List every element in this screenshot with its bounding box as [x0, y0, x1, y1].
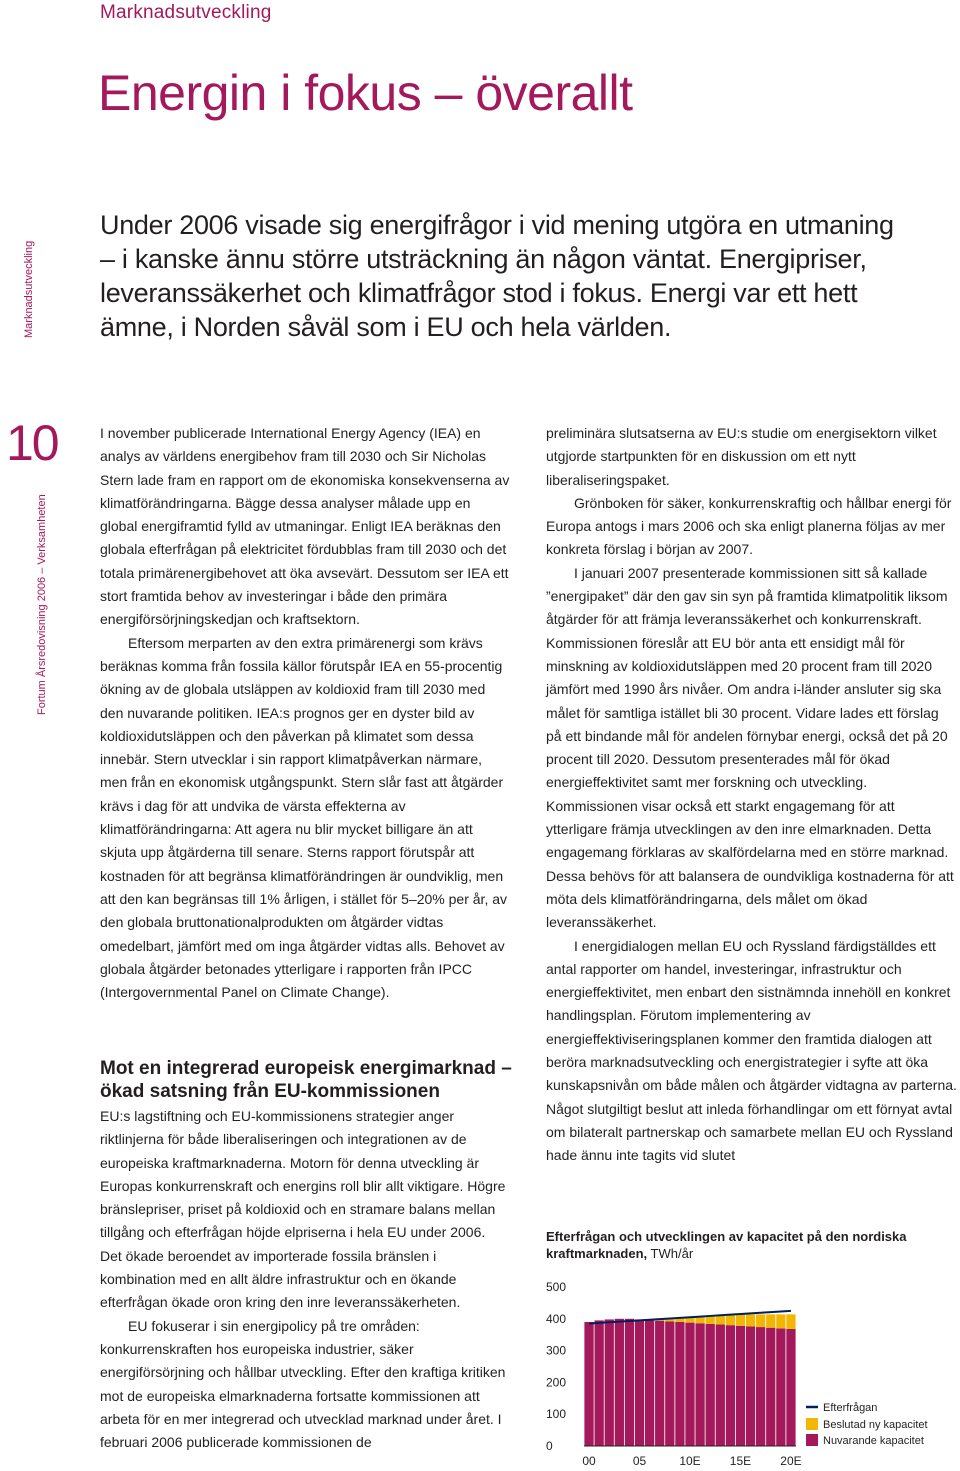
body-paragraph: I energidialogen mellan EU och Ryssland färdigställdes ett antal rapporter om handel, investeringar, infrastruktur och energieffektivitet, men enbart den sistnämnda innehöll en konkret handlingsplan. Förutom implementering av energieffektiviseringsplanen kommer den framtida dialogen att beröra marknadsutveckling och energistrategier i syfte att öka kunskapsnivån om både målen och åtgärder vidtagna av parterna. Något slutgiltigt beslut att inleda förhandlingar om ett förnyat avtal om bilateralt partnerskap och samarbete mellan EU och Ryssland hade ännu inte tagits vid slutet — [546, 937, 957, 1164]
body-paragraph: I januari 2007 presenterade kommissionen sitt så kallade ”energipaket” där den gav sin syn på framtida klimatpolitik liksom åtgärder för att främja leveranssäkerhet och konkurrenskraft. Kommissionen föreslår att EU bör anta ett ensidigt mål för minskning av koldioxidutsläppen med 20 procent fram till 2020 jämfört med 1990 års nivåer. Om andra i-länder ansluter sig ska målet för samtliga istället bli 30 procent. Vidare lades ett förslag på ett bindande mål för andelen förnybar energi, också det på 20 procent till 2020. Dessutom presenterades mål för ökad energieffektivitet samt mer forskning och utveckling. Kommissionen visar också ett starkt engagemang för att ytterligare främja utvecklingen av den inre elmarknaden. Detta engagemang förklaras av skalfördelarna med en större marknad. Dessa behövs för att balansera de oundvikliga kostnaderna för att möta dels klimatförändringarna, dels målet om ökad leveranssäkerhet. — [546, 564, 954, 931]
bar-decided-capacity — [766, 1314, 775, 1327]
intro-paragraph: Under 2006 visade sig energifrågor i vid mening utgöra en utmaning – i kanske ännu större utsträckning än någon väntat. Energipriser, leveranssäkerhet och klimatfrågor stod i fokus. Energi var ett hett ämne, i Norden såväl som i EU och hela världen. — [100, 210, 894, 342]
bar-decided-capacity — [706, 1316, 715, 1324]
bar-decided-capacity — [746, 1314, 755, 1326]
body-paragraph: Grönboken för säker, konkurrenskraftig och hållbar energi för Europa antogs i mars 2006 och ska enligt planerna följas av mer konkreta förslag i början av 2007. — [546, 494, 952, 558]
bar-existing-capacity — [635, 1319, 644, 1446]
bar-existing-capacity — [716, 1325, 725, 1446]
y-tick-label: 300 — [546, 1343, 567, 1358]
y-tick-label: 200 — [546, 1375, 567, 1390]
bar-existing-capacity — [736, 1326, 745, 1446]
bar-existing-capacity — [726, 1325, 735, 1446]
left-column-lower — [100, 1105, 510, 1454]
bar-existing-capacity — [786, 1329, 795, 1446]
page-number: 10 — [6, 415, 58, 471]
body-paragraph: EU:s lagstiftning och EU-kommissionens strategier anger riktlinjerna för både liberaliseringen och integrationen av de europeiska kraftmarknaderna. Motorn för denna utveckling är Europas konkurrenskraft och energins roll blir allt viktigare. Högre bränslepriser, priset på koldioxid och en stramare balans mellan tillgång och efterfrågan höjde elpriserna i hela EU under 2006. Det ökade beroendet av importerade fossila bränslen i kombination med en allt äldre infrastruktur och en ökande efterfrågan ökade oron kring den inre leveranssäkerheten. — [100, 1108, 506, 1311]
right-column — [546, 422, 958, 1168]
bar-existing-capacity — [665, 1321, 674, 1446]
chart-title-unit: TWh/år — [650, 1246, 694, 1261]
y-tick-label: 400 — [546, 1311, 567, 1326]
page-title: Energin i fokus – överallt — [98, 65, 633, 121]
side-publication-label: Fortum Årsredovisning 2006 – Verksamheten — [36, 494, 48, 715]
bar-existing-capacity — [655, 1321, 664, 1446]
body-paragraph: preliminära slutsatserna av EU:s studie om energisektorn vilket utgjorde startpunkten för en diskussion om ett nytt liberaliseringspaket. — [546, 425, 937, 488]
bar-existing-capacity — [776, 1328, 785, 1446]
side-section-label: Marknadsutveckling — [23, 240, 35, 338]
section-subheading: Mot en integrerad europeisk energimarknad – ökad satsning från EU-kommissionen — [100, 1058, 512, 1102]
bar-decided-capacity — [726, 1315, 735, 1325]
x-tick-label: 10E — [679, 1454, 701, 1468]
bar-decided-capacity — [786, 1314, 795, 1329]
body-paragraph: Eftersom merparten av den extra primärenergi som krävs beräknas komma från fossila källor förutspår IEA en 55-procentig ökning av de globala utsläppen av koldioxid fram till 2030 med den nuvarande politiken. IEA:s prognos ger en dyster bild av koldioxidutsläppen och den påverkan på klimatet som dessa innebär. Stern utvecklar i sin rapport klimatpåverkan närmare, men från en ekonomisk utgångspunkt. Stern slår fast att åtgärder krävs i dag för att undvika de värsta effekterna av klimatförändringarna: Att agera nu blir mycket billigare än att skjuta upp åtgärderna till senare. Sterns rapport förutspår att kostnaden för att begränsa klimatförändringen är oundviklig, men att den kan begränsas till 1% årligen, i stället för 5–20% per år, av den globala bruttonationalprodukten om åtgärder vidtas omedelbart, jämfört med om inga åtgärder vidtas alls. Behovet av globala åtgärder betonades ytterligare i rapporten från IPCC (Intergovernmental Panel on Climate Change). — [100, 634, 508, 1001]
bar-existing-capacity — [615, 1319, 624, 1446]
body-paragraph: I november publicerade International Energy Agency (IEA) en analys av världens energibehov fram till 2030 och Sir Nicholas Stern lade fram en rapport om de ekonomiska konsekvenserna av klimatförändringarna. Bägge dessa analyser målade upp en global energiframtid fylld av utmaningar. Enligt IEA beräknas den globala efterfrågan på elektricitet fördubblas fram till 2030 och det totala primärenergibehovet att öka avsevärt. Dessutom ser IEA ett stort framtida behov av investeringar i både den primära energiförsörjningskedjan och kraftsektorn. — [100, 425, 510, 628]
x-tick-label: 05 — [632, 1454, 647, 1468]
x-tick-label: 00 — [582, 1454, 596, 1468]
bar-existing-capacity — [706, 1324, 715, 1446]
bar-existing-capacity — [695, 1323, 704, 1446]
bar-existing-capacity — [685, 1323, 694, 1446]
section-label: Marknadsutveckling — [100, 2, 272, 23]
bar-existing-capacity — [584, 1322, 593, 1446]
bar-decided-capacity — [776, 1314, 785, 1328]
left-column — [100, 422, 510, 1004]
y-tick-label: 500 — [546, 1280, 567, 1294]
bar-decided-capacity — [736, 1314, 745, 1325]
bar-existing-capacity — [766, 1328, 775, 1446]
y-tick-label: 100 — [546, 1407, 567, 1422]
bar-decided-capacity — [695, 1317, 704, 1323]
body-paragraph: EU fokuserar i sin energipolicy på tre områden: konkurrenskraften hos europeiska industrier, säker energiförsörjning och hållbar utveckling. Efter den kraftiga kritiken mot de europeiska elmarknaderna fortsatte kommissionen att arbeta för en mer integrerad och utvecklad marknad under året. I februari 2006 publicerade kommissionen de — [100, 1317, 506, 1451]
bar-existing-capacity — [746, 1326, 755, 1446]
legend-label: Beslutad ny kapacitet — [823, 1419, 928, 1431]
bar-existing-capacity — [756, 1327, 765, 1446]
legend-swatch-decided — [806, 1418, 818, 1430]
chart-title — [546, 1228, 946, 1262]
bar-existing-capacity — [625, 1319, 634, 1446]
y-tick-label: 0 — [546, 1439, 553, 1453]
legend-label: Nuvarande kapacitet — [823, 1435, 924, 1447]
legend-label: Efterfrågan — [823, 1402, 878, 1414]
x-tick-label: 15E — [729, 1454, 752, 1468]
x-tick-label: 20E — [780, 1454, 802, 1468]
bar-existing-capacity — [605, 1319, 614, 1446]
bar-existing-capacity — [594, 1320, 603, 1446]
legend-swatch-existing — [806, 1434, 818, 1446]
bar-existing-capacity — [645, 1320, 654, 1446]
capacity-chart — [540, 1275, 960, 1471]
bar-decided-capacity — [716, 1316, 725, 1325]
bar-decided-capacity — [756, 1314, 765, 1327]
bar-existing-capacity — [675, 1322, 684, 1446]
chart-title-text: Efterfrågan och utvecklingen av kapacitet på den nordiska kraftmarknaden, — [546, 1229, 907, 1261]
